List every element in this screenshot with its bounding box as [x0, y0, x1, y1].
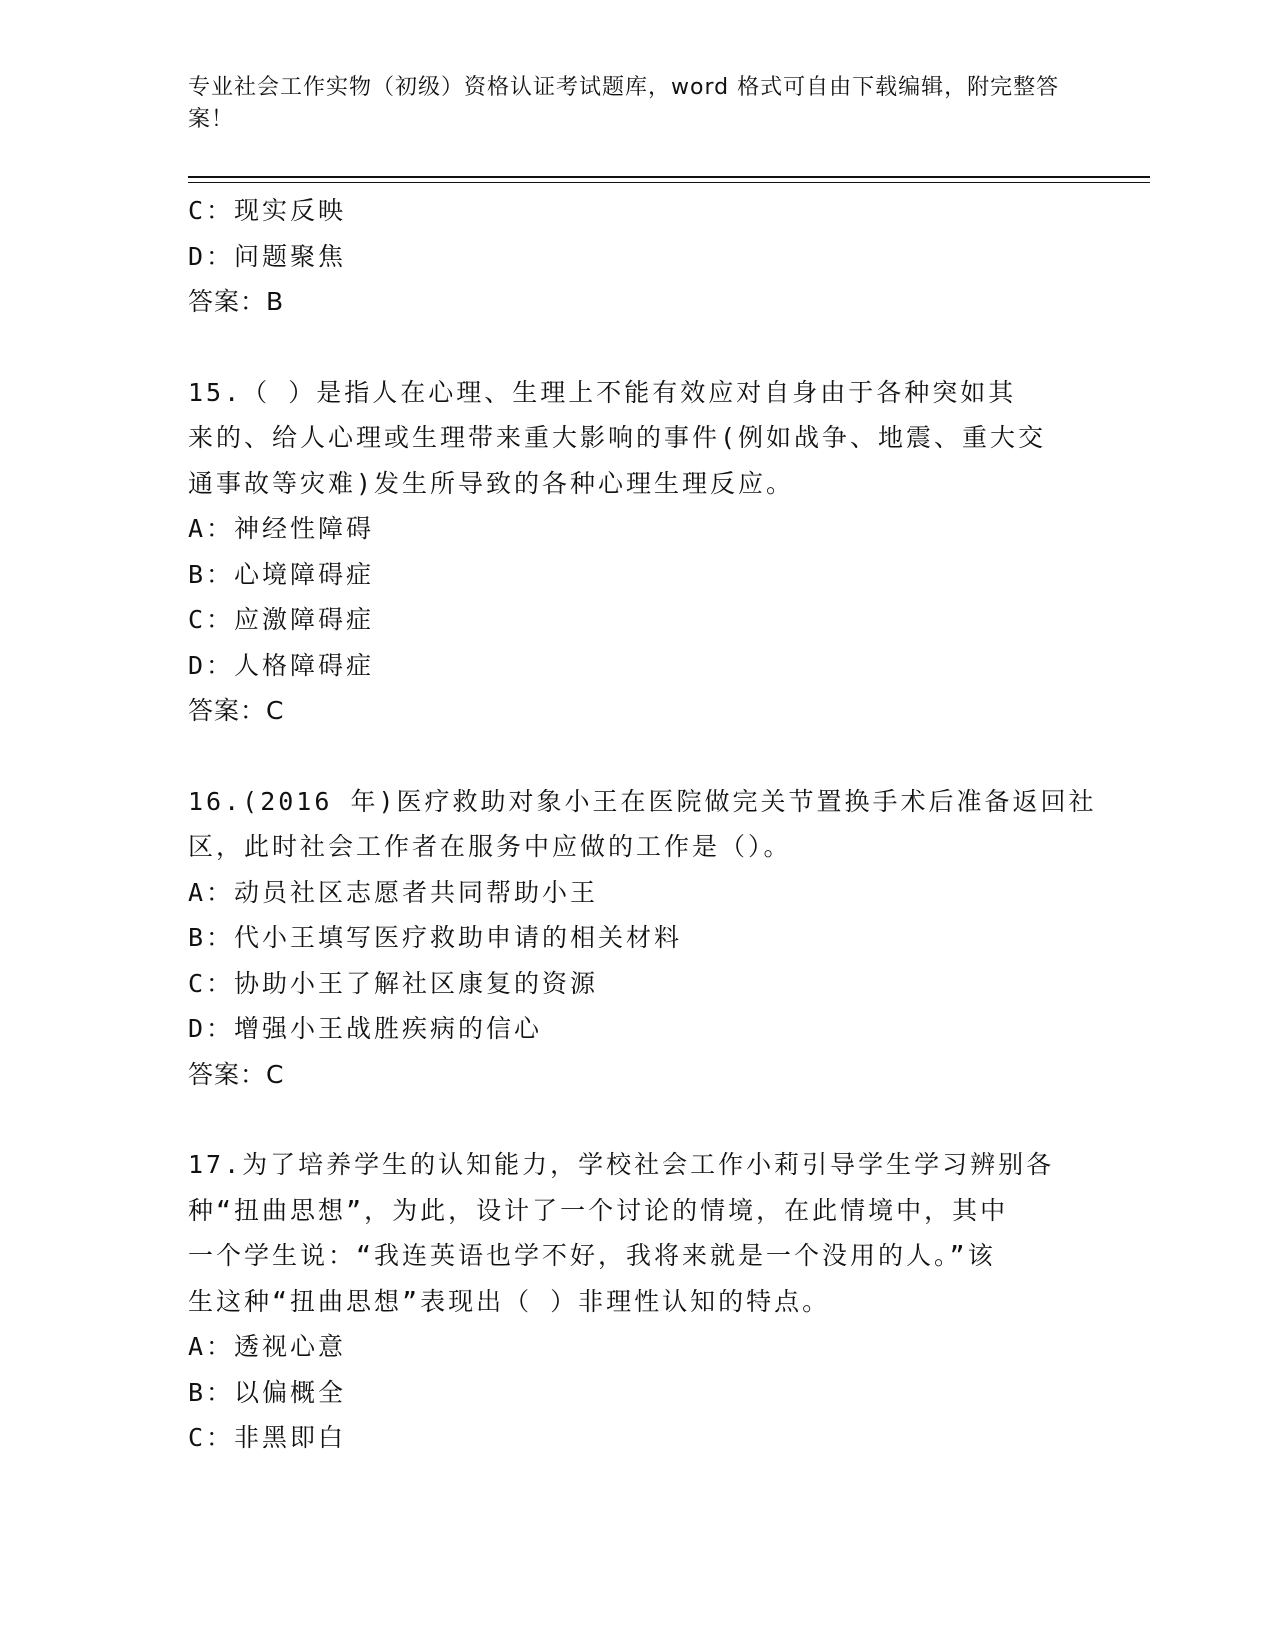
question-stem-line: 生这种“扭曲思想”表现出（ ）非理性认知的特点。 — [188, 1286, 831, 1316]
question-15 — [188, 370, 1088, 734]
option-c: C：现实反映 — [188, 196, 347, 225]
question-14-continuation — [188, 188, 1088, 325]
question-stem-line: 通事故等灾难)发生所导致的各种心理生理反应。 — [188, 468, 795, 498]
option-a: A：神经性障碍 — [188, 514, 375, 543]
question-content — [188, 188, 1097, 1461]
document-header: 专业社会工作实物（初级）资格认证考试题库，word 格式可自由下载编辑，附完整答案！ — [188, 75, 1060, 132]
question-stem-line: 16.(2016 年)医疗救助对象小王在医院做完关节置换手术后准备返回社 — [188, 786, 1097, 816]
question-stem-line: 17.为了培养学生的认知能力，学校社会工作小莉引导学生学习辨别各 — [188, 1150, 1055, 1179]
spacer — [188, 734, 1088, 779]
question-stem-line: 区，此时社会工作者在服务中应做的工作是（）。 — [188, 832, 792, 861]
question-stem-line: 来的、给人心理或生理带来重大影响的事件(例如战争、地震、重大交 — [188, 423, 1047, 452]
option-b: B：代小王填写医疗救助申请的相关材料 — [188, 923, 683, 952]
option-c: C：非黑即白 — [188, 1423, 347, 1452]
question-stem-line: 15.（ ）是指人在心理、生理上不能有效应对自身由于各种突如其 — [188, 377, 1017, 407]
option-b: B：以偏概全 — [188, 1377, 347, 1407]
header-rule-thick — [188, 176, 1150, 178]
option-d: D：人格障碍症 — [188, 650, 375, 680]
option-b: B：心境障碍症 — [188, 559, 375, 589]
option-c: C：应激障碍症 — [188, 605, 375, 634]
option-c: C：协助小王了解社区康复的资源 — [188, 968, 599, 998]
header-rule-thin — [188, 182, 1150, 183]
question-16 — [188, 779, 1097, 1098]
answer-line: 答案：C — [188, 696, 285, 725]
spacer — [188, 325, 1088, 370]
question-stem-line: 种“扭曲思想”，为此，设计了一个讨论的情境，在此情境中，其中 — [188, 1195, 1009, 1225]
option-a: A：动员社区志愿者共同帮助小王 — [188, 877, 599, 907]
question-17 — [188, 1142, 1088, 1461]
option-d: D：问题聚焦 — [188, 241, 347, 271]
answer-line: 答案：C — [188, 1059, 285, 1089]
spacer — [188, 1097, 1088, 1142]
answer-line: 答案：B — [188, 287, 285, 316]
option-a: A：透视心意 — [188, 1332, 347, 1361]
option-d: D：增强小王战胜疾病的信心 — [188, 1014, 543, 1043]
question-stem-line: 一个学生说：“我连英语也学不好，我将来就是一个没用的人。”该 — [188, 1241, 996, 1270]
